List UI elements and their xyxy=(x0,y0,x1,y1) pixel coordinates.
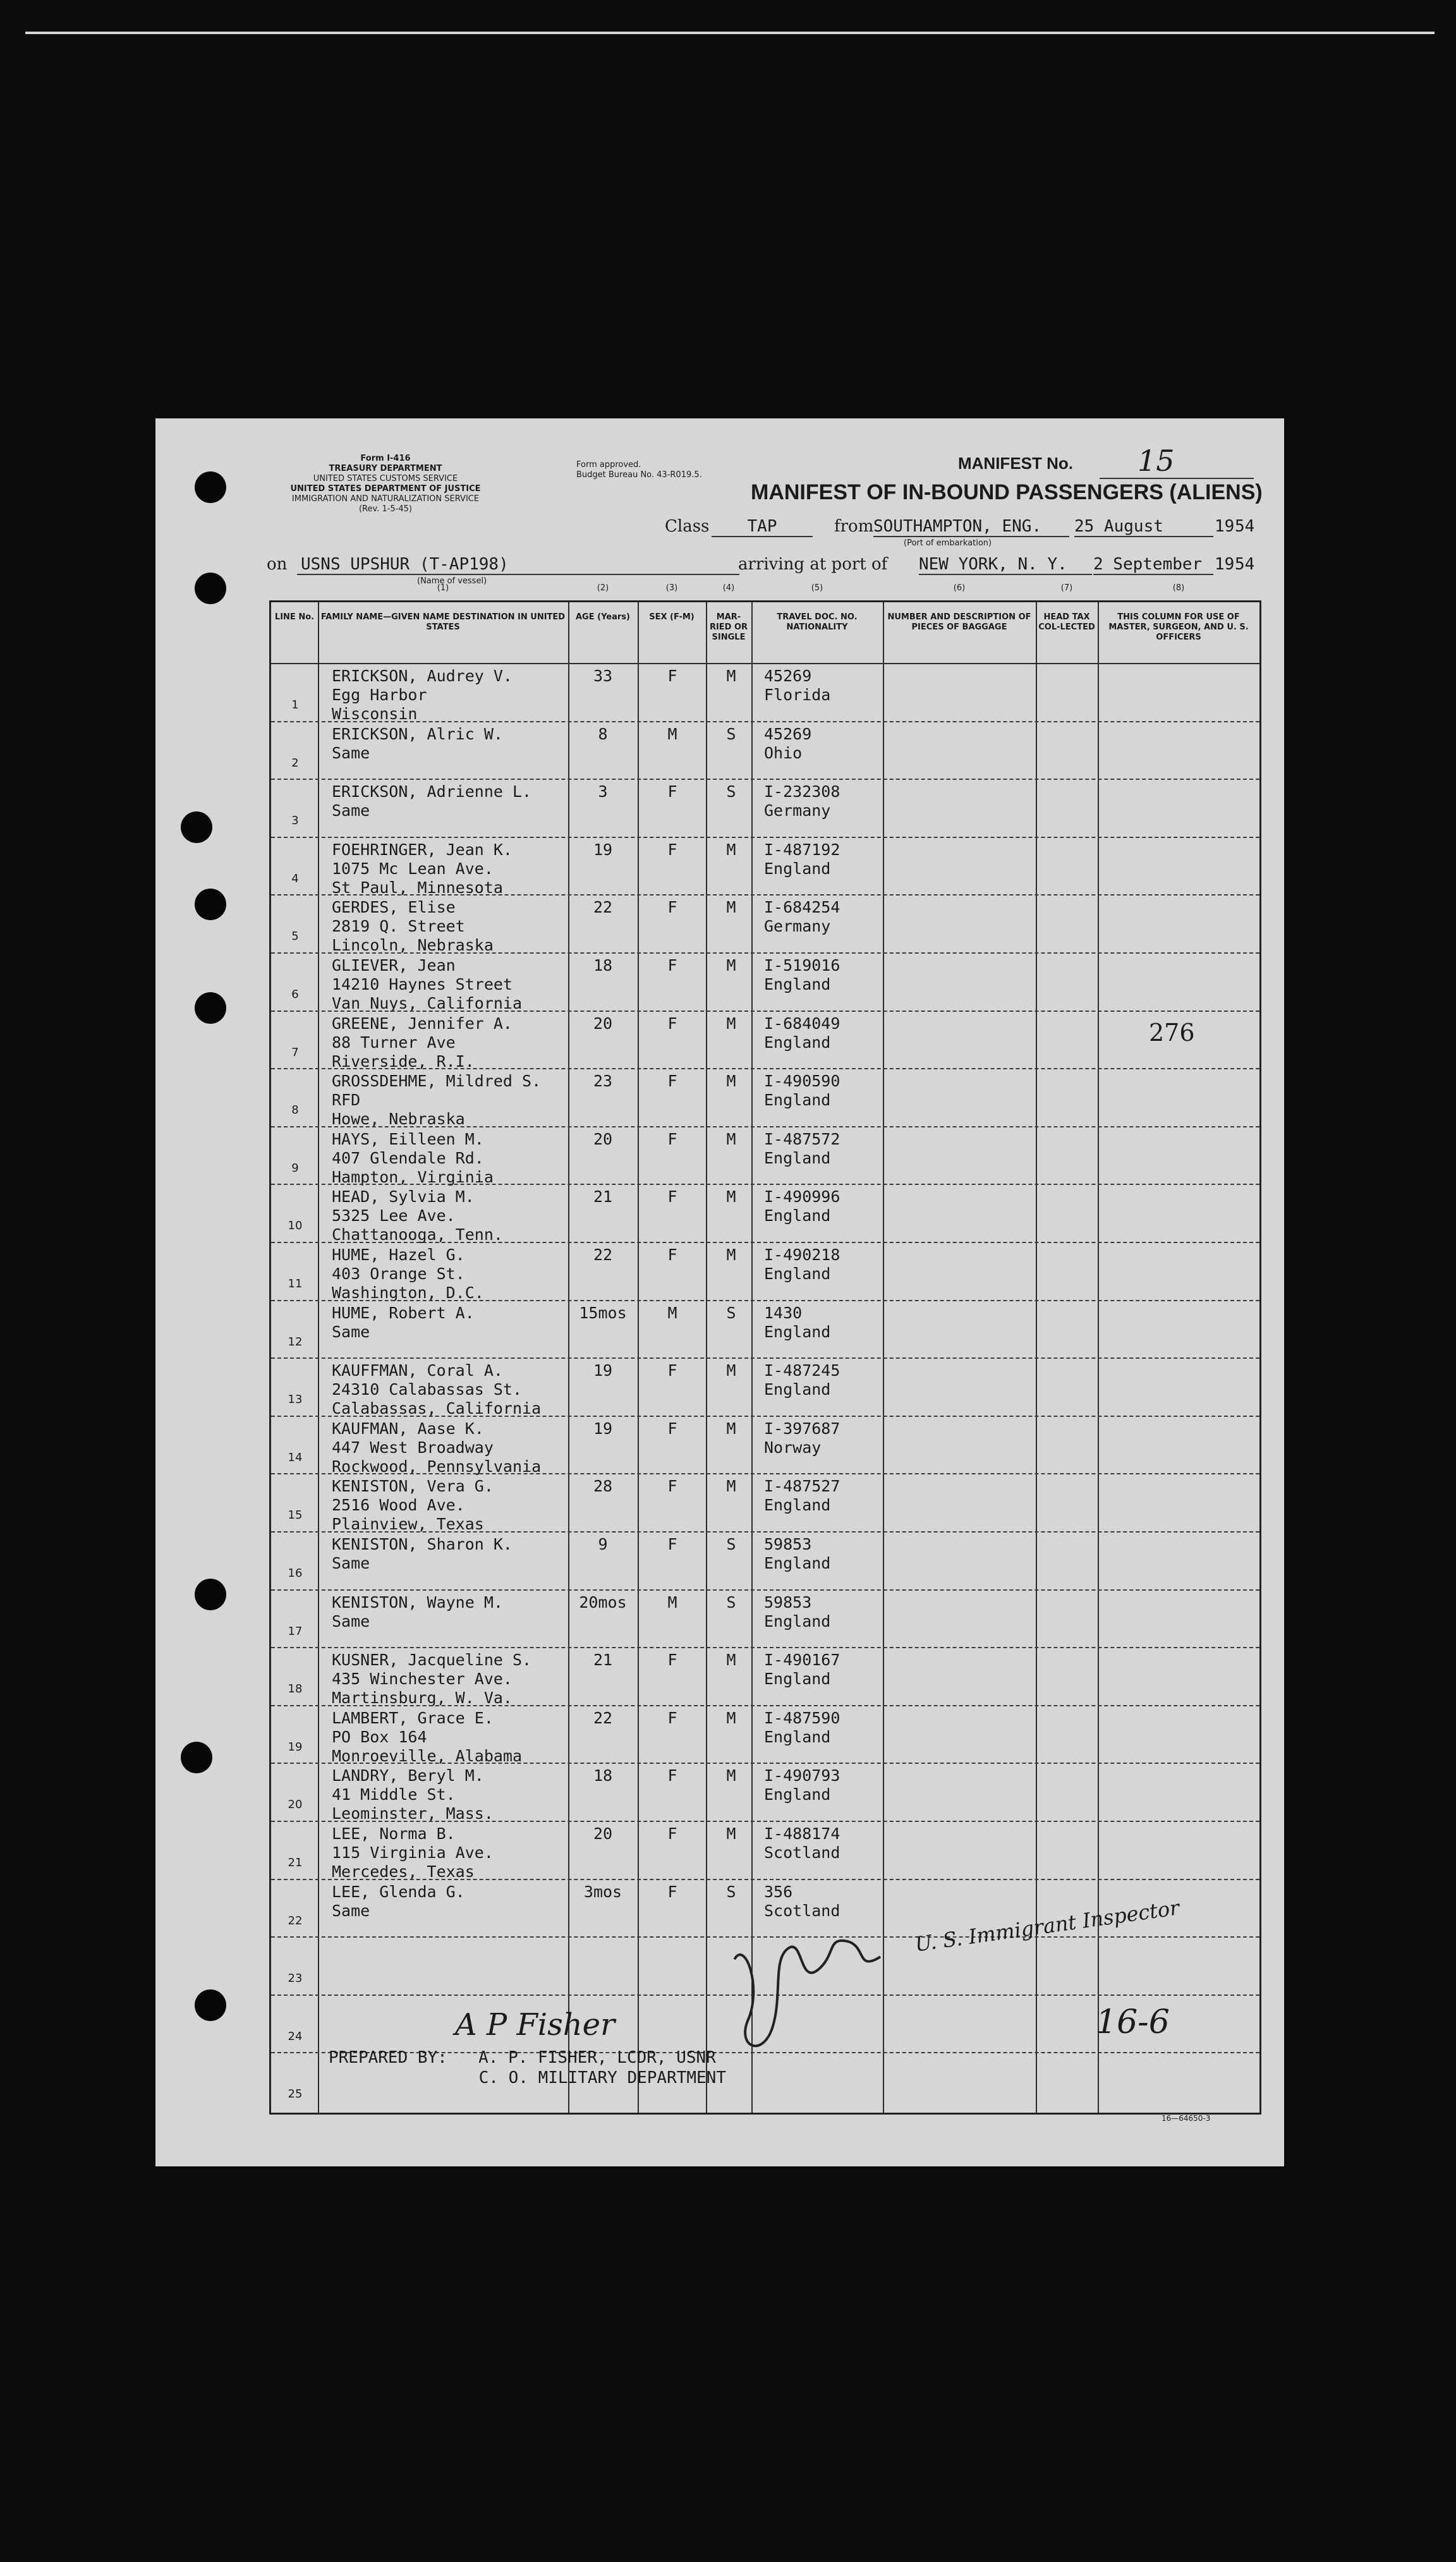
line-number: 15 xyxy=(288,1509,303,1522)
column-header: FAMILY NAME—GIVEN NAME DESTINATION IN UNITED STATES xyxy=(320,612,566,632)
passenger-sex: F xyxy=(667,1535,677,1553)
passenger-age: 18 xyxy=(593,1766,613,1785)
travel-doc-nationality: I-487527 England xyxy=(764,1477,840,1515)
line-number: 10 xyxy=(288,1219,303,1233)
column-number: (8) xyxy=(1172,583,1185,593)
passenger-marital-status: M xyxy=(726,1824,736,1843)
passenger-marital-status: M xyxy=(726,1014,736,1033)
passenger-age: 22 xyxy=(593,898,613,917)
punch-hole xyxy=(195,1579,226,1610)
passenger-sex: F xyxy=(667,1708,677,1727)
column-number: (6) xyxy=(953,583,966,593)
handwritten-total: 16-6 xyxy=(1096,2003,1170,2041)
passenger-sex: F xyxy=(667,1129,677,1148)
line-number: 6 xyxy=(291,988,299,1001)
inspector-signature-mark xyxy=(719,1918,904,2080)
passenger-name-destination: LEE, Norma B. 115 Virginia Ave. Mercedes, Texas xyxy=(332,1824,494,1881)
line-number: 3 xyxy=(291,814,299,828)
passenger-sex: F xyxy=(667,1072,677,1091)
passenger-age: 8 xyxy=(598,724,608,743)
passenger-sex: F xyxy=(667,667,677,685)
passenger-sex: F xyxy=(667,1651,677,1670)
punch-hole xyxy=(181,1742,212,1773)
travel-doc-nationality: I-684254 Germany xyxy=(764,898,840,936)
passenger-marital-status: M xyxy=(726,1129,736,1148)
passenger-age: 21 xyxy=(593,1651,613,1670)
passenger-marital-status: S xyxy=(726,782,736,801)
form-approval: Form approved. Budget Bureau No. 43-R019.5. xyxy=(576,460,702,480)
travel-doc-nationality: I-490996 England xyxy=(764,1187,840,1225)
on-label: on xyxy=(267,555,288,574)
travel-doc-nationality: I-487192 England xyxy=(764,840,840,878)
passenger-name-destination: GERDES, Elise 2819 Q. Street Lincoln, Nebraska xyxy=(332,898,494,955)
passenger-name-destination: KAUFFMAN, Coral A. 24310 Calabassas St. Calabassas, California xyxy=(332,1361,542,1418)
punch-hole xyxy=(195,573,226,604)
passenger-age: 22 xyxy=(593,1246,613,1264)
passenger-name-destination: KENISTON, Vera G. 2516 Wood Ave. Plainview, Texas xyxy=(332,1477,494,1534)
passenger-age: 28 xyxy=(593,1477,613,1496)
column-header: MAR-RIED OR SINGLE xyxy=(709,612,748,642)
inspector-title: U. S. Immigrant Inspector xyxy=(913,1895,1181,1957)
passenger-age: 20 xyxy=(593,1129,613,1148)
column-number: (7) xyxy=(1060,583,1073,593)
preparer-signature: A P Fisher xyxy=(455,2007,616,2043)
travel-doc-nationality: 1430 England xyxy=(764,1303,831,1341)
line-number: 8 xyxy=(291,1103,299,1117)
passenger-sex: F xyxy=(667,1361,677,1380)
travel-doc-nationality: I-490793 England xyxy=(764,1766,840,1804)
form-header-left: Form I-416 TREASURY DEPARTMENT UNITED STATES CUSTOMS SERVICE UNITED STATES DEPARTMENT OF JUSTICE IMMIGRATION AND NATURALIZATION SERVICE (Rev. 1-5-45) xyxy=(290,454,481,514)
passenger-name-destination: ERICKSON, Adrienne L. Same xyxy=(332,782,532,820)
line-number: 12 xyxy=(288,1335,303,1349)
passenger-name-destination: LANDRY, Beryl M. 41 Middle St. Leominster, Mass. xyxy=(332,1766,494,1823)
passenger-sex: F xyxy=(667,1246,677,1264)
class-label: Class xyxy=(665,517,710,536)
travel-doc-nationality: I-519016 England xyxy=(764,956,840,993)
line-number: 13 xyxy=(288,1393,303,1407)
passenger-age: 19 xyxy=(593,840,613,859)
passenger-marital-status: M xyxy=(726,898,736,917)
depart-date: 25 August xyxy=(1074,517,1213,537)
passenger-age: 9 xyxy=(598,1535,608,1553)
column-number: (2) xyxy=(597,583,609,593)
passenger-age: 15mos xyxy=(579,1303,627,1322)
passenger-sex: F xyxy=(667,1477,677,1496)
passenger-age: 20 xyxy=(593,1824,613,1843)
line-number: 17 xyxy=(288,1624,303,1638)
line-number: 7 xyxy=(291,1045,299,1059)
passenger-sex: M xyxy=(667,724,677,743)
depart-year: 54 xyxy=(1235,517,1255,536)
passenger-marital-status: M xyxy=(726,1187,736,1206)
line-number: 1 xyxy=(291,698,299,712)
passenger-table xyxy=(269,583,1261,2115)
travel-doc-nationality: 45269 Florida xyxy=(764,667,831,704)
passenger-sex: F xyxy=(667,956,677,974)
passenger-age: 20 xyxy=(593,1014,613,1033)
column-header: THIS COLUMN FOR USE OF MASTER, SURGEON, AND U. S. OFFICERS xyxy=(1108,612,1249,642)
passenger-marital-status: S xyxy=(726,724,736,743)
passenger-name-destination: GLIEVER, Jean 14210 Haynes Street Van Nuys, California xyxy=(332,956,523,1012)
line-number: 4 xyxy=(291,871,299,885)
line-number: 2 xyxy=(291,756,299,770)
line-number: 9 xyxy=(291,1161,299,1175)
passenger-age: 19 xyxy=(593,1419,613,1438)
manifest-number: 15 xyxy=(1100,444,1254,479)
travel-doc-nationality: 45269 Ohio xyxy=(764,724,812,762)
line-number: 24 xyxy=(288,2029,303,2043)
passenger-marital-status: S xyxy=(726,1535,736,1553)
passenger-name-destination: HUME, Hazel G. 403 Orange St. Washington, D.C. xyxy=(332,1246,484,1302)
passenger-sex: F xyxy=(667,898,677,917)
line-number: 16 xyxy=(288,1567,303,1580)
travel-doc-nationality: 356 Scotland xyxy=(764,1882,840,1920)
passenger-marital-status: M xyxy=(726,1708,736,1727)
passenger-sex: F xyxy=(667,1882,677,1901)
line-number: 23 xyxy=(288,1972,303,1986)
passenger-marital-status: M xyxy=(726,1072,736,1091)
passenger-sex: F xyxy=(667,1014,677,1033)
column-header: TRAVEL DOC. NO. NATIONALITY xyxy=(777,612,858,632)
prepared-by-line1: A. P. FISHER, LCDR, USNR xyxy=(478,2048,716,2067)
passenger-name-destination: HEAD, Sylvia M. 5325 Lee Ave. Chattanooga, Tenn. xyxy=(332,1187,503,1244)
arrival-date: 2 September xyxy=(1093,555,1213,575)
passenger-marital-status: M xyxy=(726,1651,736,1670)
line-number: 22 xyxy=(288,1914,303,1928)
footer-code: 16—64650-3 xyxy=(1162,2114,1211,2123)
line-number: 20 xyxy=(288,1798,303,1812)
vessel-note: (Name of vessel) xyxy=(417,576,487,586)
passenger-age: 19 xyxy=(593,1361,613,1380)
prepared-by-line2: C. O. MILITARY DEPARTMENT xyxy=(478,2068,726,2087)
column-number: (3) xyxy=(665,583,678,593)
punch-hole xyxy=(195,471,226,503)
passenger-name-destination: KENISTON, Wayne M. Same xyxy=(332,1593,503,1630)
passenger-name-destination: KUSNER, Jacqueline S. 435 Winchester Ave. Martinsburg, W. Va. xyxy=(332,1651,532,1708)
prepared-by-block xyxy=(329,2048,726,2088)
depart-year-prefix: 19 xyxy=(1215,517,1235,536)
passenger-name-destination: GROSSDEHME, Mildred S. RFD Howe, Nebraska xyxy=(332,1072,542,1129)
passenger-age: 33 xyxy=(593,667,613,685)
from-value: SOUTHAMPTON, ENG. xyxy=(873,517,1069,537)
line-number: 25 xyxy=(288,2087,303,2101)
passenger-name-destination: GREENE, Jennifer A. 88 Turner Ave Riverside, R.I. xyxy=(332,1014,513,1071)
passenger-sex: F xyxy=(667,1187,677,1206)
passenger-sex: F xyxy=(667,782,677,801)
manifest-number-label: MANIFEST No. xyxy=(958,454,1073,473)
passenger-age: 22 xyxy=(593,1708,613,1727)
officer-count: 276 xyxy=(1149,1019,1195,1047)
passenger-sex: M xyxy=(667,1303,677,1322)
vessel-name: USNS UPSHUR (T-AP198) xyxy=(297,555,739,575)
passenger-marital-status: S xyxy=(726,1303,736,1322)
column-header: SEX (F-M) xyxy=(649,612,695,622)
column-number: (5) xyxy=(811,583,823,593)
passenger-marital-status: M xyxy=(726,667,736,685)
passenger-name-destination: ERICKSON, Alric W. Same xyxy=(332,724,503,762)
line-number: 18 xyxy=(288,1682,303,1696)
travel-doc-nationality: I-232308 Germany xyxy=(764,782,840,820)
passenger-marital-status: M xyxy=(726,956,736,974)
travel-doc-nationality: I-684049 England xyxy=(764,1014,840,1052)
punch-hole xyxy=(195,889,226,920)
arrival-year: 54 xyxy=(1235,555,1255,574)
travel-doc-nationality: I-397687 Norway xyxy=(764,1419,840,1457)
travel-doc-nationality: I-487590 England xyxy=(764,1708,840,1746)
punch-hole xyxy=(195,992,226,1024)
passenger-name-destination: KENISTON, Sharon K. Same xyxy=(332,1535,513,1572)
travel-doc-nationality: I-490167 England xyxy=(764,1651,840,1689)
passenger-marital-status: M xyxy=(726,1477,736,1496)
passenger-name-destination: LAMBERT, Grace E. PO Box 164 Monroeville, Alabama xyxy=(332,1708,523,1765)
punch-hole xyxy=(181,811,212,843)
passenger-age: 3 xyxy=(598,782,608,801)
from-label: from xyxy=(834,517,874,536)
passenger-marital-status: M xyxy=(726,1419,736,1438)
line-number: 14 xyxy=(288,1450,303,1464)
line-number: 21 xyxy=(288,1856,303,1869)
passenger-marital-status: M xyxy=(726,1361,736,1380)
passenger-sex: F xyxy=(667,1419,677,1438)
line-number: 11 xyxy=(288,1277,303,1290)
travel-doc-nationality: I-490218 England xyxy=(764,1246,840,1283)
passenger-name-destination: ERICKSON, Audrey V. Egg Harbor Wisconsin xyxy=(332,667,513,723)
travel-doc-nationality: I-487245 England xyxy=(764,1361,840,1399)
passenger-name-destination: HUME, Robert A. Same xyxy=(332,1303,475,1341)
travel-doc-nationality: I-488174 Scotland xyxy=(764,1824,840,1862)
inspector-signature xyxy=(719,1918,905,2087)
passenger-name-destination: FOEHRINGER, Jean K. 1075 Mc Lean Ave. St Paul, Minnesota xyxy=(332,840,513,897)
passenger-age: 18 xyxy=(593,956,613,974)
manifest-title: MANIFEST OF IN-BOUND PASSENGERS (ALIENS) xyxy=(751,480,1263,504)
line-number: 19 xyxy=(288,1740,303,1754)
passenger-age: 23 xyxy=(593,1072,613,1091)
column-header: NUMBER AND DESCRIPTION OF PIECES OF BAGGAGE xyxy=(887,612,1031,632)
passenger-age: 21 xyxy=(593,1187,613,1206)
passenger-name-destination: KAUFMAN, Aase K. 447 West Broadway Rockwood, Pennsylvania xyxy=(332,1419,542,1476)
passenger-marital-status: M xyxy=(726,1246,736,1264)
passenger-sex: M xyxy=(667,1593,677,1612)
passenger-age: 20mos xyxy=(579,1593,627,1612)
passenger-age: 3mos xyxy=(583,1882,622,1901)
passenger-name-destination: LEE, Glenda G. Same xyxy=(332,1882,465,1920)
passenger-marital-status: M xyxy=(726,1766,736,1785)
travel-doc-nationality: 59853 England xyxy=(764,1593,831,1630)
column-header: HEAD TAX COL-LECTED xyxy=(1038,612,1095,632)
travel-doc-nationality: I-490590 England xyxy=(764,1072,840,1110)
line-number: 5 xyxy=(291,930,299,944)
arriving-label: arriving at port of xyxy=(738,555,888,574)
column-number: (4) xyxy=(722,583,735,593)
passenger-name-destination: HAYS, Eilleen M. 407 Glendale Rd. Hampton, Virginia xyxy=(332,1129,494,1186)
passenger-marital-status: S xyxy=(726,1882,736,1901)
class-value: TAP xyxy=(712,517,813,537)
arrival-year-prefix: 19 xyxy=(1215,555,1235,574)
column-header: LINE No. xyxy=(274,612,315,622)
port-embarkation-note: (Port of embarkation) xyxy=(904,538,992,548)
punch-hole xyxy=(195,1989,226,2021)
travel-doc-nationality: 59853 England xyxy=(764,1535,831,1572)
column-number: (1) xyxy=(437,583,449,593)
passenger-marital-status: S xyxy=(726,1593,736,1612)
passenger-marital-status: M xyxy=(726,840,736,859)
passenger-sex: F xyxy=(667,1766,677,1785)
arrival-port: NEW YORK, N. Y. xyxy=(919,555,1092,575)
scan-edge-line xyxy=(25,32,1435,34)
prepared-by-label: PREPARED BY: xyxy=(329,2048,447,2067)
passenger-sex: F xyxy=(667,840,677,859)
passenger-sex: F xyxy=(667,1824,677,1843)
travel-doc-nationality: I-487572 England xyxy=(764,1129,840,1167)
column-header: AGE (Years) xyxy=(576,612,630,622)
